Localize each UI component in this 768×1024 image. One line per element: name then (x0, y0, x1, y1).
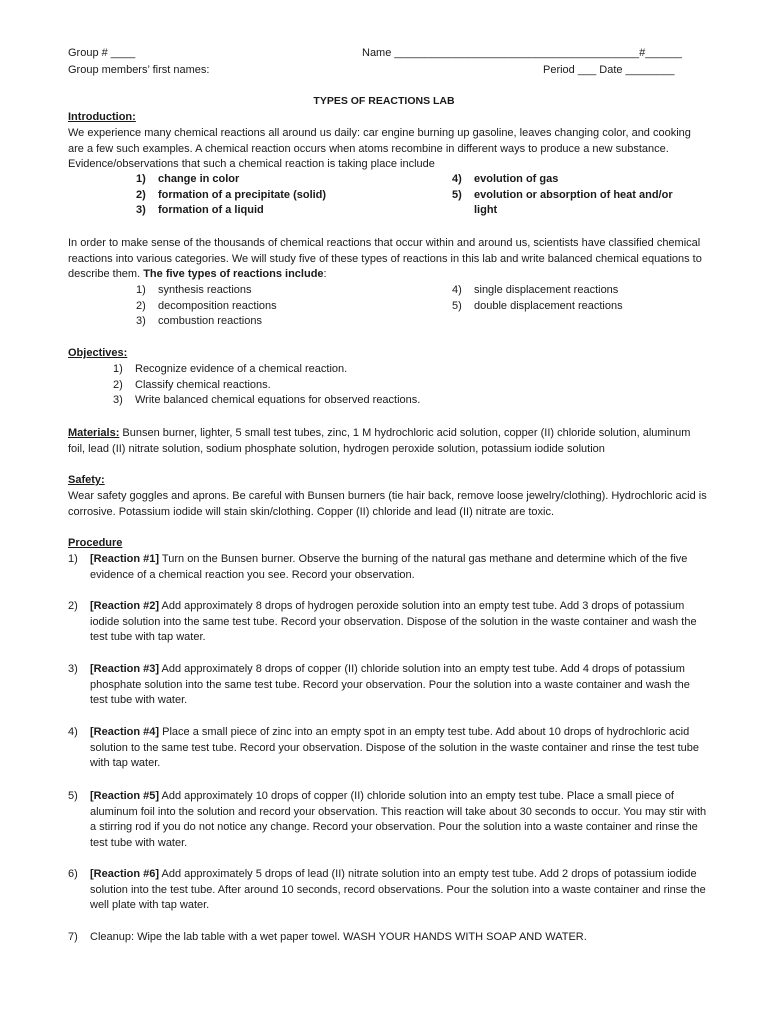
procedure-step-7: 7) Cleanup: Wipe the lab table with a wet paper towel. WASH YOUR HANDS WITH SOAP AND WATER. (68, 931, 587, 943)
list-item: 5) double displacement reactions (452, 299, 623, 312)
group-members-field: Group members’ first names: (68, 64, 210, 76)
list-item: 1) synthesis reactions (136, 284, 252, 296)
procedure-step-4: 4) [Reaction #4] Place a small piece of zinc into an empty spot in an empty test tube. Add about 10 drops of hydrochloric acid solution to the same test tube. Record your observation. Dispose of the solution in the waste container and rinse the test tube with tap water. (68, 726, 700, 770)
list-item: 1) Recognize evidence of a chemical reaction. (113, 363, 348, 375)
evidence-list-left (136, 172, 436, 219)
classification-paragraph: In order to make sense of the thousands of chemical reactions that occur within and around us, scientists have classified chemical reactions into various categories. We will study five of these types of reactions in this lab and write balanced chemical equations to describe them. The five types of reactions include: (68, 237, 702, 281)
safety-heading: Safety: (68, 474, 105, 486)
materials-heading: Materials: (68, 427, 120, 439)
objectives-heading: Objectives: (68, 347, 128, 359)
list-item: 4) evolution of gas (452, 173, 559, 185)
page-title: TYPES OF REACTIONS LAB (313, 95, 455, 107)
materials-section: Materials: Bunsen burner, lighter, 5 small test tubes, zinc, 1 M hydrochloric acid solution, copper (II) chloride solution, aluminum foil, lead (II) nitrate solution, sodium phosphate solution, hydrogen peroxide solution, potassium iodide solution (68, 427, 691, 455)
procedure-step-6: 6) [Reaction #6] Add approximately 5 drops of lead (II) nitrate solution into an empty test tube. Add 2 drops of potassium iodide solution into the test tube. After around 10 seconds, record observations. Pour the solution into a waste container and rinse the well plate with tap water. (68, 868, 706, 912)
list-item: 5) evolution or absorption of heat and/or (452, 188, 673, 201)
introduction-paragraph: We experience many chemical reactions all around us daily: car engine burning up gasoline, leaves changing color, and cooking are a few such examples. A chemical reaction occurs when atoms recombine in different ways to produce a new substance. Evidence/observations that such a chemical reaction is taking place include (68, 127, 691, 171)
procedure-step-3: 3) [Reaction #3] Add approximately 8 drops of copper (II) chloride solution into an empty test tube. Add 4 drops of potassium phosphate solution into the same test tube. Record your observation. Pour the solution into a waste container and wash the test tube with water. (68, 663, 690, 707)
list-item: 1) change in color (136, 173, 240, 185)
procedure-step-5: 5) [Reaction #5] Add approximately 10 drops of copper (II) chloride solution into an empty test tube. Place a small piece of aluminum foil into the solution and record your observation. This reaction will take about 30 seconds to occur. You may stir with a stirring rod if you do not notice any change. Record your observation. Pour the solution into a waste container and rinse the test tube with water. (68, 790, 707, 849)
list-item: 2) Classify chemical reactions. (113, 378, 271, 391)
objectives-list (113, 362, 613, 409)
list-item: 3) Write balanced chemical equations for observed reactions. (113, 394, 421, 407)
reaction-types-right (452, 283, 712, 314)
safety-paragraph: Wear safety goggles and aprons. Be careful with Bunsen burners (tie hair back, remove loose jewelry/clothing). Hydrochloric acid is corrosive. Potassium iodide will stain skin/clothing. Copper (II) chloride and lead (II) nitrate are toxic. (68, 490, 707, 518)
list-item: 2) formation of a precipitate (solid) (136, 188, 327, 201)
reaction-types-left (136, 283, 436, 330)
evidence-list-right (452, 172, 712, 219)
introduction-heading: Introduction: (68, 111, 136, 123)
procedure-step-2: 2) [Reaction #2] Add approximately 8 drops of hydrogen peroxide solution into an empty test tube. Add 3 drops of potassium iodide solution into the same test tube. Record your observation. Dispose of the solution in the waste container and wash the test tube with tap water. (68, 600, 697, 644)
procedure-step-1: 1) [Reaction #1] Turn on the Bunsen burner. Observe the burning of the natural gas methane and determine which of the five evidence of a chemical reaction you see. Record your observation. (68, 553, 688, 581)
period-date-field: Period ___ Date ________ (543, 64, 675, 76)
list-item: 2) decomposition reactions (136, 299, 277, 312)
list-item: light (474, 204, 498, 217)
group-number-field: Group # ____ (68, 47, 136, 59)
list-item: 3) combustion reactions (136, 315, 262, 328)
list-item: 4) single displacement reactions (452, 284, 619, 296)
student-name-field: Name ________________________________________#______ (362, 47, 682, 59)
procedure-heading: Procedure (68, 537, 123, 549)
list-item: 3) formation of a liquid (136, 204, 264, 217)
